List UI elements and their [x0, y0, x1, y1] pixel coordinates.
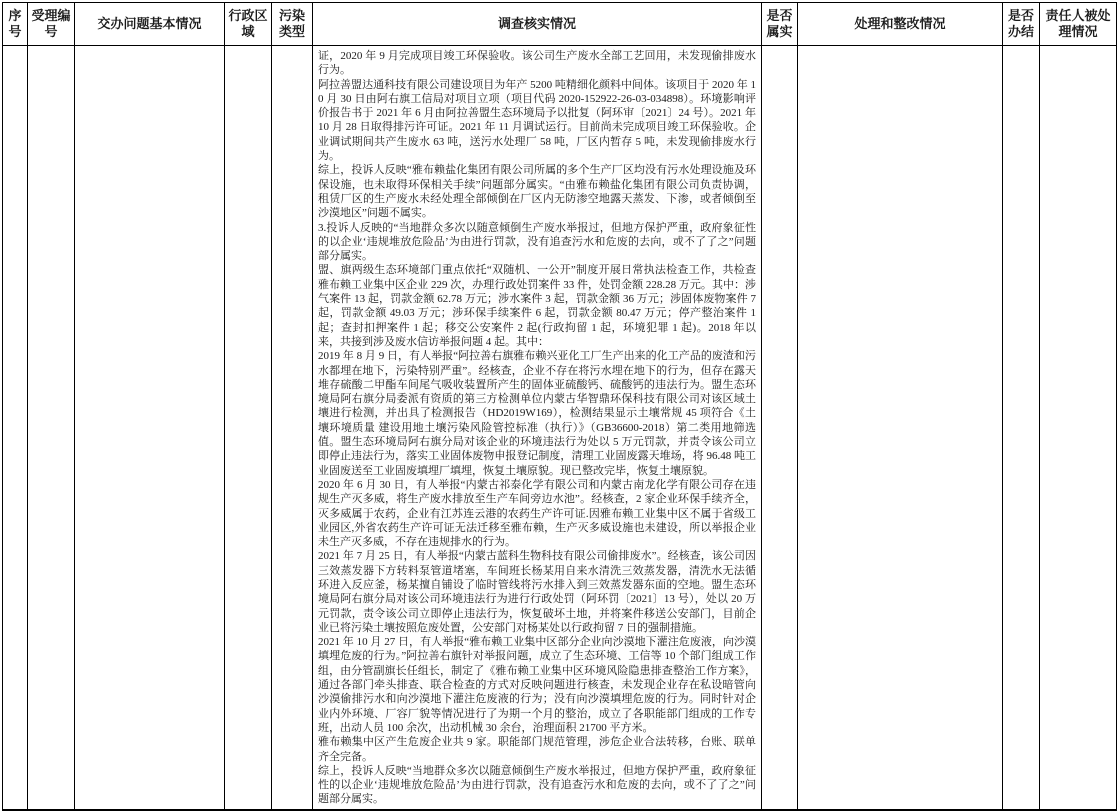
investigation-paragraph: 3.投诉人反映的“当地群众多次以随意倾倒生产废水举报过，但地方保护严重，政府象征性的以企业‘违规堆放危险品’为由进行罚款，没有追查污水和危废的去向，或不了了之”问题部分属实。 [318, 221, 756, 263]
cell-acceptance-number [28, 46, 75, 810]
investigation-paragraph: 2021 年 10 月 27 日，有人举报“雅布赖工业集中区部分企业向沙漠地下灌注危废液，向沙漠填埋危废的行为。”阿拉善右旗针对举报问题，成立了生态环境、工信等 10 个部门组成工作组，由分管副旗长任组长，制定了《雅布赖工业集中区环境风险隐患排查整治工作方案》，通过各部门牵头排查、联合检查的方式对反映问题进行核查，未发现企业存在私设暗管向沙漠偷排污水和向沙漠地下灌注危废液的行为；没有向沙漠填埋危废的行为。同时针对企业内外环境、厂容厂貌等情况进行了为期一个月的整治，成立了各职能部门组成的工作专班，出动人员 100 余次，出动机械 30 余台，治理面积 21700 平方米。 [318, 636, 756, 734]
header-row [3, 3, 1117, 46]
cell-investigation-verification [313, 46, 762, 810]
cell-pollution-type [272, 46, 313, 810]
investigation-paragraph: 2020 年 6 月 30 日，有人举报“内蒙古祁泰化学有限公司和内蒙古南龙化学有限公司存在违规生产灭多威，将生产废水排放至生产车间旁边水池”。经核查，2 家企业环保手续齐全，灭多威属于农药，企业有江苏连云港的农药生产许可证.因雅布赖工业集中区不属于省级工业园区,外省农药生产许可证无法迁移至雅布赖，生产灭多威设施也未建设，所以举报企业未生产灭多威，不存在违规排水的行为。 [318, 478, 756, 549]
investigation-paragraph: 2021 年 7 月 25 日，有人举报“内蒙古蓝科生物科技有限公司偷排废水”。经核查，该公司因三效蒸发器下方转料泵管道堵塞，车间班长杨某用自来水清洗三效蒸发器，清洗水无法循环进入反应釜，杨某擅自铺设了临时管线将污水排入到三效蒸发器东面的空地。盟生态环境局阿右旗分局对该公司环境违法行为进行行政处罚（阿环罚〔2021〕13 号），处以 20 万元罚款，责令该公司立即停止违法行为，恢复破坏土地，并将案件移送公安部门，目前企业已将污染土壤按照危废处置，公安部门对杨某处以行政拘留 7 日的强制措施。 [318, 550, 756, 634]
header-acceptance-number: 受理编号 [28, 3, 75, 46]
cell-is-true [762, 46, 798, 810]
header-is-true: 是否属实 [762, 3, 798, 46]
investigation-paragraph: 综上，投诉人反映“当地群众多次以随意倾倒生产废水举报过，但地方保护严重，政府象征性的以企业‘违规堆放危险品’为由进行罚款，没有追查污水和危废的去向，或不了了之”问题部分属实。 [318, 764, 756, 806]
investigation-paragraph: 2019 年 8 月 9 日，有人举报“阿拉善右旗雅布赖兴亚化工厂生产出来的化工产品的废渣和污水都埋在地下，污染特别严重”。经核查，企业不存在将污水埋在地下的行为，但存在露天堆存硫酸二甲酯车间尾气吸收装置所产生的固体亚硫酸钙、硫酸钙的违法行为。盟生态环境局阿右旗分局委派有资质的第三方检测单位内蒙古华智鼎环保科技有限公司对该区域土壤进行检测，并出具了检测报告（HD2019W169），检测结果显示土壤常规 45 项符合《土壤环境质量 建设用地土壤污染风险管控标准（执行）》（GB36600-2018）第二类用地筛选值。盟生态环境局阿右旗分局对该企业的环境违法行为处以 5 万元罚款，并责令该公司立即停止违法行为，落实工业固体废物申报登记制度，清理工业固废露天堆场，将 96.48 吨工业固废送至工业固废填埋厂填埋，恢复土壤原貌。现已整改完毕，恢复土壤原貌。 [318, 350, 756, 477]
investigation-paragraph: 阿拉善盟达通科技有限公司建设项目为年产 5200 吨精细化颜料中间体。该项目于 2020 年 10 月 30 日由阿右旗工信局对项目立项（项目代码 2020-152922-26-03-034898）。环境影响评价报告书于 2021 年 6 月由阿拉善盟生态环境局予以批复（阿环审〔2021〕24 号）。2021 年 10 月 28 日取得排污许可证。2021 年 11 月调试运行。目前尚未完成项目竣工环保验收。企业调试期间共产生废水 63 吨，送污水处理厂 58 吨，厂区内暂存 5 吨，未发现偷排废水行为。 [318, 78, 756, 163]
investigation-paragraph: 综上，投诉人反映“雅布赖盐化集团有限公司所属的多个生产厂区均没有污水处理设施及环保设施，也未取得环保相关手续”问题部分属实。“由雅布赖盐化集团有限公司负责协调，租赁厂区的生产废水未经处理全部倾倒在厂区内无防渗空地露天蒸发、下渗，或者倾倒至沙漠地区”问题不属实。 [318, 164, 756, 220]
header-serial-number: 序号 [3, 3, 28, 46]
cell-serial-number [3, 46, 28, 810]
investigation-paragraph: 雅布赖集中区产生危废企业共 9 家。职能部门规范管理，涉危企业合法转移，台账、联单齐全完备。 [318, 736, 756, 763]
cell-responsible-person-handling [1040, 46, 1117, 810]
header-responsible-person-handling: 责任人被处理情况 [1040, 3, 1117, 46]
investigation-paragraph: 证，2020 年 9 月完成项目竣工环保验收。该公司生产废水全部工艺回用，未发现偷排废水行为。 [318, 50, 756, 77]
table-row [3, 46, 1117, 810]
cell-assigned-problem [75, 46, 225, 810]
header-is-concluded: 是否办结 [1003, 3, 1040, 46]
cell-is-concluded [1003, 46, 1040, 810]
header-pollution-type: 污染类型 [272, 3, 313, 46]
header-administrative-region: 行政区域 [225, 3, 272, 46]
cell-handling-rectification [798, 46, 1003, 810]
header-investigation-verification: 调查核实情况 [313, 3, 762, 46]
cell-administrative-region [225, 46, 272, 810]
header-handling-rectification: 处理和整改情况 [798, 3, 1003, 46]
inspection-report-table [2, 2, 1117, 811]
header-assigned-problem: 交办问题基本情况 [75, 3, 225, 46]
investigation-paragraph: 盟、旗两级生态环境部门重点依托“双随机、一公开”制度开展日常执法检查工作，共检查雅布赖工业集中区企业 229 次，办理行政处罚案件 33 件，处罚金额 228.28 万元。其中：涉气案件 13 起，罚款金额 62.78 万元；涉水案件 3 起，罚款金额 36 万元；涉固体废物案件 7 起，罚款金额 49.03 万元；涉环保手续案件 6 起，罚款金额 80.47 万元；停产整治案件 1 起；查封扣押案件 1 起；移交公安案件 2 起(行政拘留 1 起，环境犯罪 1 起)。2018 年以来，共接到涉及废水信访举报问题 4 起。其中： [318, 264, 756, 348]
